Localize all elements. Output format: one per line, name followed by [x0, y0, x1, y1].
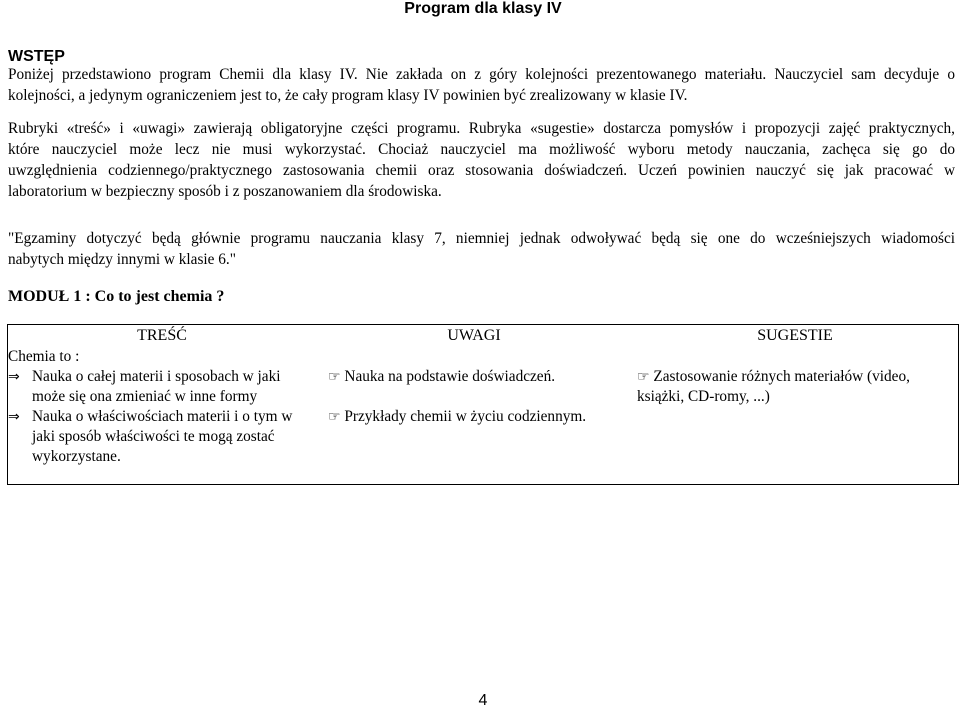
intro-paragraph-2: [8, 118, 955, 202]
text-line: kolejności, a jedynym ograniczeniem jest to, że cały program klasy IV powinien być zrealizowany w klasie IV.: [8, 87, 688, 104]
text-line: nabytych między innymi w klasie 6.": [8, 251, 237, 268]
pointing-hand-icon: ☞: [328, 369, 341, 385]
program-table: [7, 324, 959, 485]
pointing-hand-icon: ☞: [637, 369, 650, 385]
sugestie-cell: [632, 347, 959, 484]
uwagi-cell: [316, 347, 632, 484]
section-heading: WSTĘP: [8, 48, 65, 65]
pointing-hand-icon: ☞: [328, 409, 341, 425]
intro-paragraph-1: [8, 64, 955, 106]
list-item-text: Przykłady chemii w życiu codziennym.: [344, 408, 587, 425]
list-item-text: Nauka na podstawie doświadczeń.: [344, 368, 556, 385]
text-line: które nauczyciel może lecz nie musi wykorzystać. Chociaż nauczyciel ma możliwość wyboru metody nauczania, zachęca się go do: [8, 141, 955, 158]
arrow-right-icon: ⇒: [8, 409, 20, 425]
arrow-right-icon: ⇒: [8, 369, 20, 385]
text-line: Poniżej przedstawiono program Chemii dla klasy IV. Nie zakłada on z góry kolejności prezentowanego materiału. Nauczyciel sam decyduje o: [8, 66, 955, 83]
list-item: [8, 407, 316, 467]
tresc-cell: [8, 347, 317, 484]
text-line: "Egzaminy dotyczyć będą głównie programu nauczania klasy 7, niemniej jednak odwoływać będą się one do wcześniejszych wiadomości: [8, 230, 955, 247]
text-line: laboratorium w bezpieczny sposób i z poszanowaniem dla środowiska.: [8, 183, 442, 200]
text-line: Rubryki «treść» i «uwagi» zawierają obligatoryjne części programu. Rubryka «sugestie» dostarcza pomysłów i propozycji zajęć praktycznych,: [8, 120, 955, 137]
tresc-intro: Chemia to :: [8, 348, 80, 365]
header-sugestie: SUGESTIE: [757, 327, 833, 344]
quote-paragraph: [8, 228, 955, 270]
page-title: Program dla klasy IV: [404, 0, 562, 17]
list-item: [632, 367, 958, 407]
header-uwagi: UWAGI: [447, 327, 501, 344]
list-item-text: Nauka o właściwościach materii i o tym w jaki sposób właściwości te mogą zostać wykorzystane.: [32, 408, 293, 465]
module-title: MODUŁ 1 : Co to jest chemia ?: [8, 288, 225, 305]
list-item-text: Zastosowanie różnych materiałów (video, książki, CD-romy, ...): [637, 368, 910, 405]
list-item: [316, 367, 632, 387]
page-number: 4: [478, 692, 488, 709]
list-item-text: Nauka o całej materii i sposobach w jaki może się ona zmieniać w inne formy: [32, 368, 281, 405]
list-item: [316, 407, 632, 427]
header-tresc: TREŚĆ: [137, 327, 187, 344]
list-item: [8, 367, 316, 407]
text-line: uwzględnienia codziennego/praktycznego zastosowania chemii oraz stosowania doświadczeń. Uczeń powinien nauczyć się jak pracować w: [8, 162, 955, 179]
